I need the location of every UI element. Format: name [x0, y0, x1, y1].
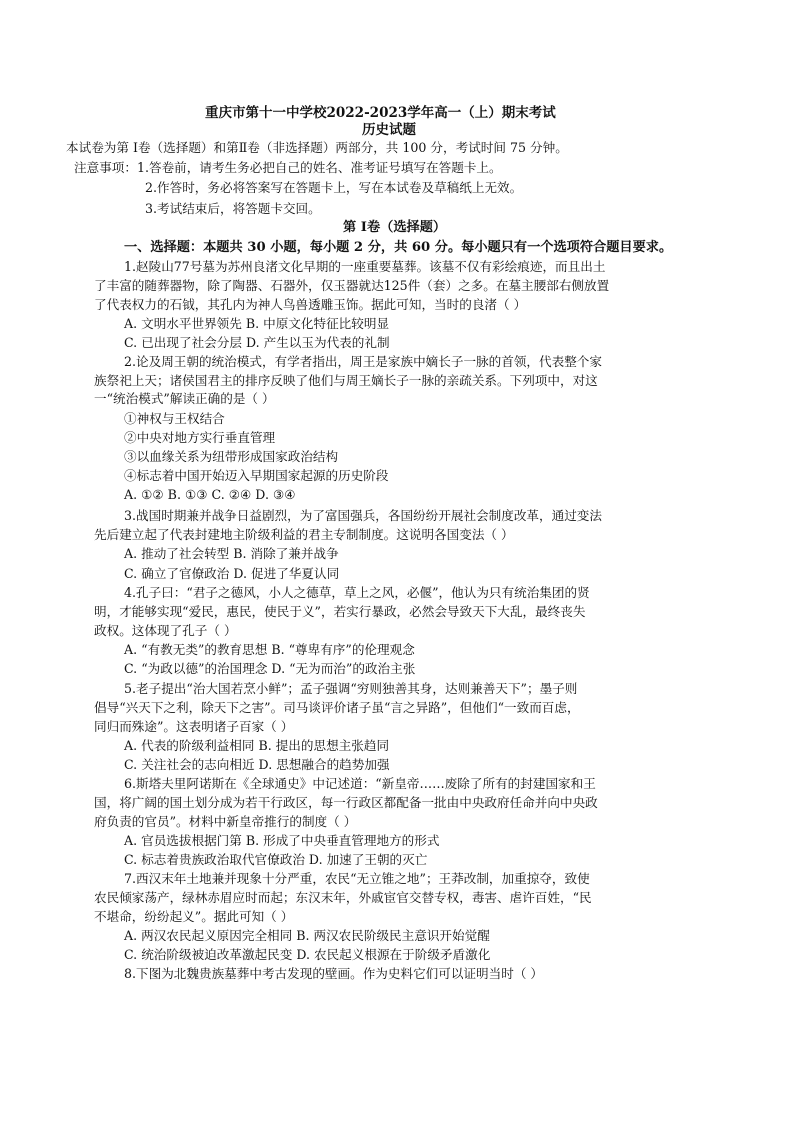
question-option: A. 官员选拔根据门第 B. 形成了中央垂直管理地方的形式 [124, 833, 440, 848]
question-option: ③以血缘关系为纽带形成国家政治结构 [124, 449, 339, 464]
exam-title: 重庆市第十一中学校2022-2023学年高一（上）期末考试 [205, 105, 556, 121]
question-option: A. “有教无类”的教育思想 B. “尊卑有序”的伦理观念 [124, 642, 415, 657]
notice-line: 3.考试结束后，将答题卡交回。 [145, 201, 321, 216]
question-option: ④标志着中国开始迈入早期国家起源的历史阶段 [124, 468, 389, 483]
question-stem: 一“统治模式”解读正确的是（ ） [94, 391, 275, 406]
question-option: C. “为政以德”的治国理念 D. “无为而治”的政治主张 [124, 661, 416, 676]
question-stem: 族祭祀上天；诸侯国君主的排序反映了他们与周王嫡长子一脉的亲疏关系。下列项中，对这 [94, 373, 598, 388]
exam-subtitle: 历史试题 [362, 122, 416, 138]
question-stem: 了代表权力的石钺，其孔内为神人鸟兽透雕玉饰。据此可知，当时的良渚（ ） [94, 297, 527, 312]
question-stem: 农民倾家荡产，绿林赤眉应时而起；东汉末年，外戚宦官交替专权，毒害、虐许百姓，“民 [94, 890, 592, 905]
question-stem: 4.孔子曰：“君子之德风，小人之德草，草上之风，必偃”，他认为只有统治集团的贤 [124, 585, 590, 600]
section-heading: 一、选择题：本题共 30 小题，每小题 2 分，共 60 分。每小题只有一个选项符合题目要求。 [124, 240, 673, 255]
question-option: A. ①② B. ①③ C. ②④ D. ③④ [124, 487, 296, 502]
question-stem: 不堪命，纷纷起义”。据此可知（ ） [94, 909, 294, 924]
question-option: C. 标志着贵族政治取代官僚政治 D. 加速了王朝的灭亡 [124, 852, 428, 867]
question-option: C. 统治阶级被迫改革激起民变 D. 农民起义根源在于阶级矛盾激化 [124, 947, 491, 962]
question-stem: 府负责的官员”。材料中新皇帝推行的制度（ ） [94, 814, 357, 829]
question-stem: 政权。这体现了孔子（ ） [94, 623, 237, 638]
question-stem: 先后建立起了代表封建地主阶级利益的君主专制制度。这说明各国变法（ ） [94, 527, 514, 542]
question-stem: 1.赵陵山77号墓为苏州良渚文化早期的一座重要墓葬。该墓不仅有彩绘痕迹，而且出土 [124, 259, 606, 274]
question-option: A. 两汉农民起义原因完全相同 B. 两汉农民阶级民主意识开始觉醒 [124, 928, 490, 943]
question-stem: 2.论及周王朝的统治模式，有学者指出，周王是家族中嫡长子一脉的首领，代表整个家 [124, 354, 602, 369]
question-option: C. 确立了官僚政治 D. 促进了华夏认同 [124, 566, 340, 581]
question-option: A. 文明水平世界领先 B. 中原文化特征比较明显 [124, 316, 390, 331]
question-stem: 国，将广阔的国土划分成为若干行政区，每一行政区都配备一批由中央政府任命并向中央政 [94, 795, 598, 810]
notice-line: 2.作答时，务必将答案写在答题卡上，写在本试卷及草稿纸上无效。 [145, 180, 523, 195]
exam-intro: 本试卷为第 Ⅰ卷（选择题）和第Ⅱ卷（非选择题）两部分，共 100 分，考试时间 75 分钟。 [66, 140, 568, 155]
question-stem: 8.下图为北魏贵族墓葬中考古发现的壁画。作为史料它们可以证明当时（ ） [124, 966, 544, 981]
question-option: ②中央对地方实行垂直管理 [124, 430, 276, 445]
question-option: C. 已出现了社会分层 D. 产生以玉为代表的礼制 [124, 335, 390, 350]
question-option: A. 代表的阶级利益相同 B. 提出的思想主张趋同 [124, 738, 390, 753]
question-stem: 明，才能够实现“爱民，惠民，使民于义”，若实行暴政，必然会导致天下大乱，最终丧失 [94, 604, 586, 619]
question-stem: 5.老子提出“治大国若烹小鲜”；孟子强调“穷则独善其身，达则兼善天下”；墨子则 [124, 681, 578, 696]
question-stem: 3.战国时期兼并战争日益剧烈，为了富国强兵，各国纷纷开展社会制度改革，通过变法 [124, 508, 602, 523]
question-stem: 倡导“兴天下之利，除天下之害”。司马谈评价诸子虽“言之异路”，但他们“一致而百虑， [94, 700, 580, 715]
question-option: C. 关注社会的志向相近 D. 思想融合的趋势加强 [124, 757, 390, 772]
question-stem: 同归而殊途”。这表明诸子百家（ ） [94, 719, 294, 734]
question-stem: 7.西汉末年土地兼并现象十分严重，农民“无立锥之地”；王莽改制，加重掠夺，致使 [124, 871, 590, 886]
section-title: 第 Ⅰ卷（选择题） [343, 220, 447, 235]
question-stem: 6.斯塔夫里阿诺斯在《全球通史》中记述道：“新皇帝……废除了所有的封建国家和王 [124, 776, 596, 791]
question-option: A. 推动了社会转型 B. 消除了兼并战争 [124, 546, 339, 561]
notice-line: 注意事项：1.答卷前，请考生务必把自己的姓名、准考证号填写在答题卡上。 [74, 160, 502, 175]
question-stem: 了丰富的随葬器物，除了陶器、石器外，仅玉器就达125件（套）之多。在墓主腰部右侧放置 [94, 278, 610, 293]
question-option: ①神权与王权结合 [124, 411, 225, 426]
